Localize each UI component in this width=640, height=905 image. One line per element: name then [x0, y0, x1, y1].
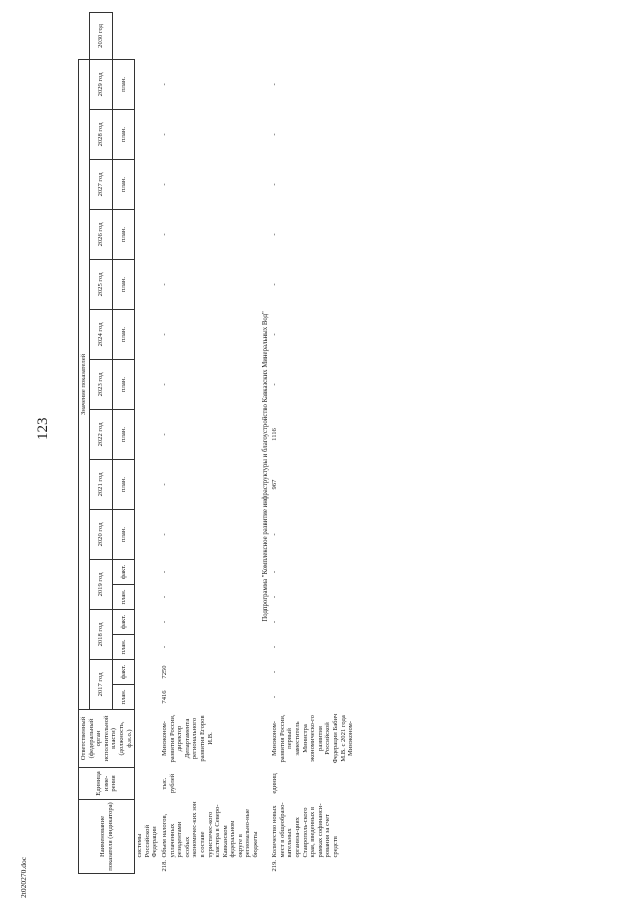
row-number: 219.	[271, 859, 279, 872]
sub-plan: план.	[112, 209, 135, 259]
value-cell: -	[271, 383, 279, 386]
value-cell: 967	[271, 479, 279, 490]
value-cell: -	[160, 183, 168, 186]
value-cell: -	[160, 83, 168, 86]
value-cell: -	[271, 570, 279, 574]
year-2026: 2026 год	[90, 209, 113, 259]
year-2019: 2019 год	[90, 559, 113, 609]
value-cell: -	[160, 570, 168, 574]
document-footer: 2t020270.doc	[19, 856, 28, 898]
table-row	[160, 13, 261, 874]
sub-plan: план.	[112, 159, 135, 209]
year-2029: 2029 год	[90, 59, 113, 109]
sub-plan: план.	[112, 259, 135, 309]
sub-plan: план.	[112, 109, 135, 159]
value-cell: -	[271, 133, 279, 136]
value-cell: -	[271, 283, 279, 286]
sub-fact: факт.	[112, 659, 135, 684]
sub-plan: план.	[112, 59, 135, 109]
value-cell: -	[160, 595, 168, 599]
value-cell: -	[160, 383, 168, 386]
indicator-responsible: Минэконом-развития России, директор Департамента регионального развития Егоров И.В.	[160, 714, 214, 763]
rotated-page	[78, 12, 600, 874]
header-values: Значение показателей	[79, 59, 90, 709]
sub-fact: факт.	[112, 559, 135, 584]
row-number: 218.	[160, 859, 168, 872]
year-2022: 2022 год	[90, 409, 113, 459]
value-cell: -	[160, 133, 168, 136]
value-cell: 7250	[160, 665, 168, 679]
value-cell: -	[160, 283, 168, 286]
value-cell: -	[271, 533, 279, 536]
value-cell: -	[160, 333, 168, 336]
value-cell: -	[271, 83, 279, 86]
indicator-unit: единиц	[271, 773, 279, 794]
year-2030: 2030 год	[90, 13, 113, 60]
year-2021: 2021 год	[90, 459, 113, 509]
sub-plan: план.	[112, 684, 135, 709]
year-2024: 2024 год	[90, 309, 113, 359]
year-2028: 2028 год	[90, 109, 113, 159]
sub-plan: план.	[112, 459, 135, 509]
sub-plan: план.	[112, 584, 135, 609]
prefix-row-name: системы Российской Федерации	[136, 825, 159, 858]
value-cell: -	[271, 670, 279, 674]
subprogram-title: Подпрограмма "Комплексное развитие инфраструктуры и благоустройство Кавказских Минеральных Вод"	[261, 311, 269, 622]
year-2025: 2025 год	[90, 259, 113, 309]
year-2018: 2018 год	[90, 609, 113, 659]
value-cell: -	[160, 433, 168, 436]
sub-plan: план.	[112, 509, 135, 559]
sub-plan: план.	[112, 409, 135, 459]
table-row	[261, 13, 271, 874]
value-cell: -	[271, 620, 279, 624]
header-unit: Единица изме-рения	[79, 767, 135, 799]
value-cell: 7416	[160, 690, 168, 704]
table-row	[270, 13, 356, 874]
year-2027: 2027 год	[90, 159, 113, 209]
header-responsible: Ответственный (федеральный орган исполнительной власти) (должность, ф.и.о.)	[79, 709, 135, 767]
value-cell: -	[160, 533, 168, 536]
sub-fact: факт.	[112, 609, 135, 634]
value-cell: -	[160, 233, 168, 236]
year-2020: 2020 год	[90, 509, 113, 559]
value-cell: -	[271, 595, 279, 599]
year-2017: 2017 год	[90, 659, 113, 709]
value-cell: -	[271, 183, 279, 186]
page-number: 123	[35, 417, 51, 440]
indicator-unit: тыс. рублей	[160, 773, 176, 794]
value-cell: -	[271, 233, 279, 236]
value-cell: 1116	[271, 428, 279, 441]
value-cell: -	[271, 695, 279, 699]
sub-plan: план.	[112, 634, 135, 659]
sub-plan: план.	[112, 309, 135, 359]
value-cell: -	[160, 645, 168, 649]
indicator-table	[78, 12, 356, 874]
header-indicator-name: Наименование показателя (индикатора)	[79, 799, 135, 873]
value-cell: -	[271, 333, 279, 336]
value-cell: -	[160, 483, 168, 486]
year-2023: 2023 год	[90, 359, 113, 409]
indicator-name: Объем налогов, уплаченных резидентами особых экономичес-ких зон в составе туристичес-кого кластера в Северо-Кавказском федеральном округе в регионально-ные бюджеты	[160, 801, 260, 858]
table-row	[135, 13, 160, 874]
value-cell: -	[160, 620, 168, 624]
indicator-responsible: Минэконом-развития России, первый заместитель Министра экономическо-го развития Российской Федерации Бабич М.В. с 2021 года Минэконом-	[271, 713, 355, 764]
indicator-name: Количество новых мест в общеобразо-вательных организа-циях Ставрополь-ского края, введенных в рамках софинанси-рования за счет средств	[271, 802, 339, 858]
sub-plan: план.	[112, 359, 135, 409]
value-cell: -	[271, 645, 279, 649]
